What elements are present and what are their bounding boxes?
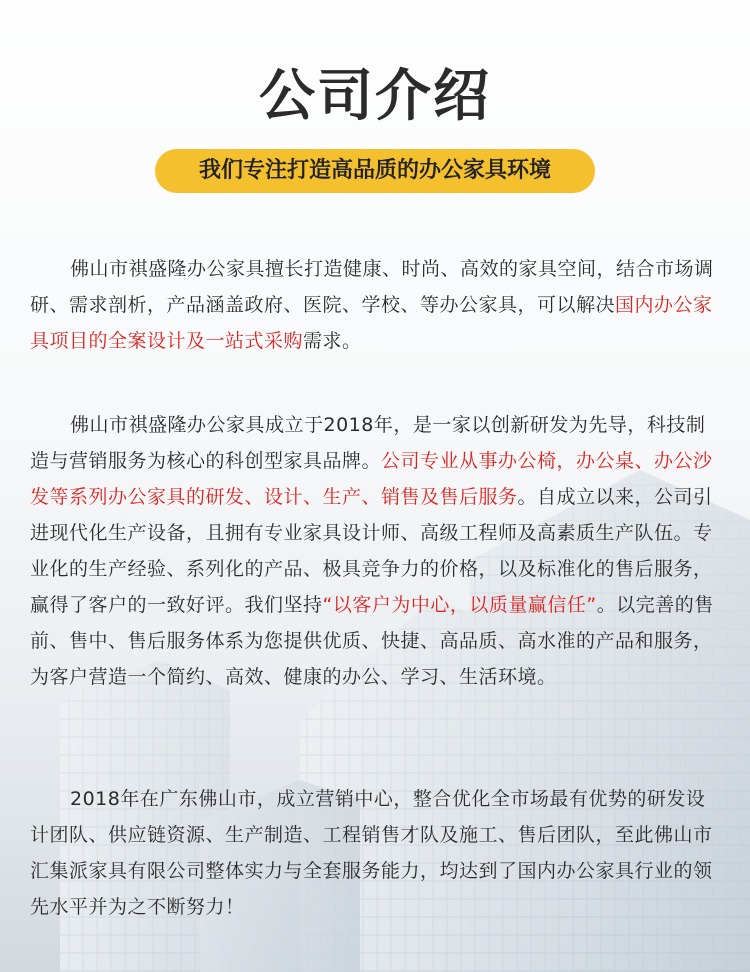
- intro-paragraph-3: [30, 781, 720, 925]
- highlighted-text: 公司专业从事办公椅，办公桌、办公沙发等系列办公家具的研发、设计、生产、销售及售后服务: [30, 450, 713, 508]
- paragraph-text: 佛山市祺盛隆办公家具成立于2018年，是一家以创新研发为先导，科技制造与营销服务为核心的科创型家具品牌。: [30, 414, 706, 472]
- paragraph-text: 2018年在广东佛山市，成立营销中心，整合优化全市场最有优势的研发设计团队、供应链资源、生产制造、工程销售才队及施工、售后团队，至此佛山市汇集派家具有限公司整体实力与全套服务能力，均达到了国内办公家具行业的领先水平并为之不断努力！: [30, 788, 713, 918]
- paragraph-text: 。以完善的售前、售中、售后服务体系为您提供优质、快捷、高品质、高水准的产品和服务，为客户营造一个简约、高效、健康的办公、学习、生活环境。: [30, 594, 714, 688]
- subtitle-badge: 我们专注打造高品质的办公家具环境: [155, 149, 595, 193]
- paragraph-text: 。自成立以来，公司引进现代化生产设备，且拥有专业家具设计师、高级工程师及高素质生产队伍。专业化的生产经验、系列化的产品、极具竞争力的价格，以及标准化的售后服务，赢得了客户的一致好评。我们坚持: [30, 486, 713, 616]
- intro-paragraph-2: [30, 407, 720, 695]
- page-title: 公司介绍: [259, 64, 491, 129]
- intro-paragraph-1: [30, 251, 720, 359]
- paragraph-text: 佛山市祺盛隆办公家具擅长打造健康、时尚、高效的家具空间，结合市场调研、需求剖析，产品涵盖政府、医院、学校、等办公家具，可以解决: [30, 258, 714, 316]
- highlighted-text: “以客户为中心，以质量赢信任”: [322, 594, 597, 616]
- paragraph-text: 需求。: [303, 330, 362, 352]
- highlighted-text: 国内办公家具项目的全案设计及一站式采购: [30, 294, 713, 352]
